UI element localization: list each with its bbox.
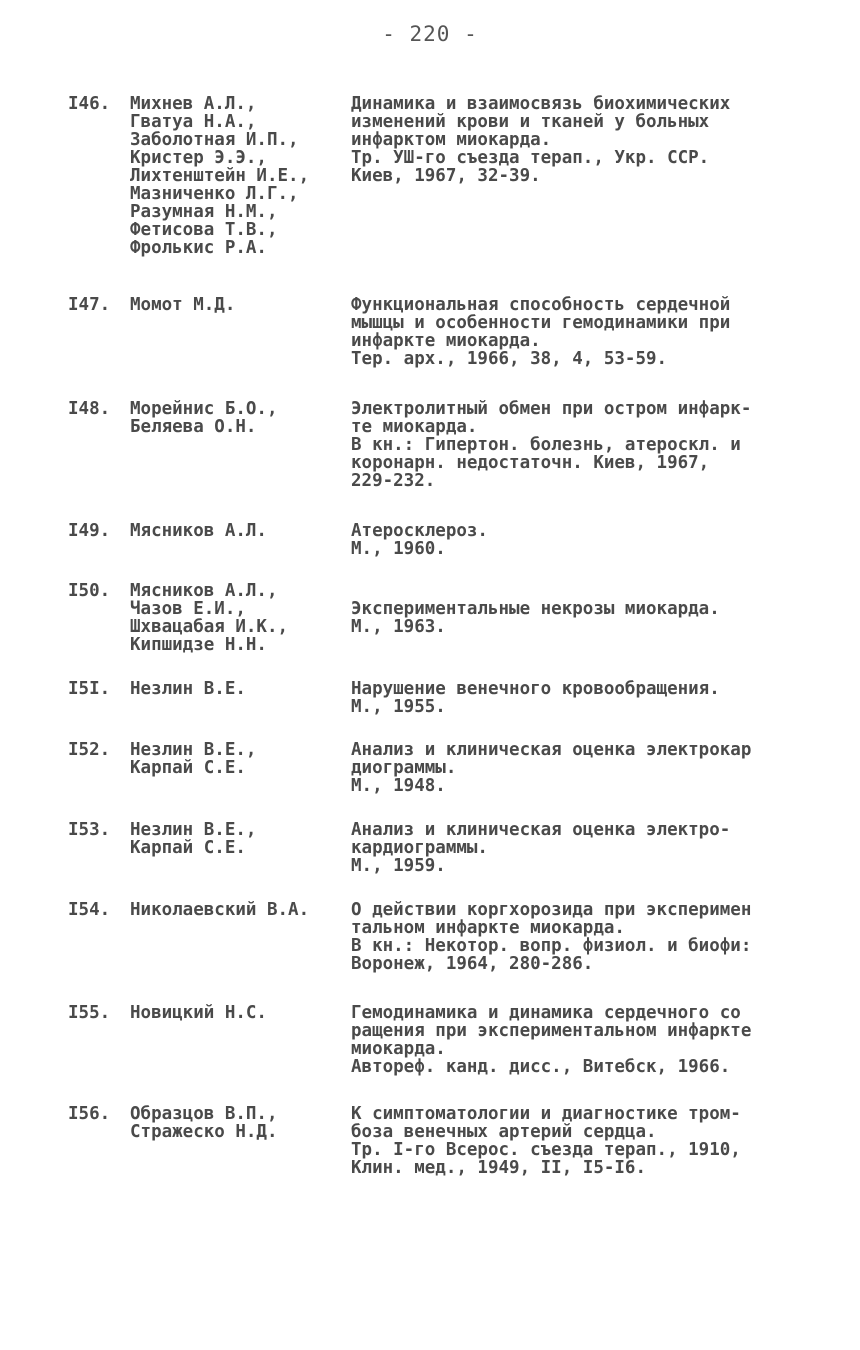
- author-line: Шхвацабая И.К.,: [130, 617, 289, 637]
- reference-line: Нарушение венечного кровообращения.: [351, 680, 720, 699]
- entry-number: I46.: [68, 94, 111, 114]
- entry-reference: [351, 95, 811, 185]
- reference-line: инфарктом миокарда.: [351, 130, 552, 150]
- author-line: Момот М.Д.: [130, 295, 236, 315]
- reference-line: М., 1960.: [351, 539, 446, 558]
- reference-line: Киев, 1967, 32-39.: [351, 166, 541, 185]
- author-line: Незлин В.Е.: [130, 679, 246, 699]
- entry-reference: [351, 901, 811, 973]
- reference-line: 229-232.: [351, 471, 436, 490]
- entry-number: I49.: [68, 521, 111, 541]
- reference-line: Автореф. канд. дисс., Витебск, 1966.: [351, 1057, 731, 1076]
- entry-reference: [351, 522, 811, 558]
- reference-line: изменений крови и тканей у больных: [351, 112, 710, 132]
- entry-authors: [130, 400, 360, 436]
- entry-number: I5I.: [68, 679, 111, 699]
- reference-line: Анализ и клиническая оценка электрокар: [351, 741, 752, 760]
- reference-line: О действии коргхорозида при эксперимен: [351, 901, 752, 920]
- entry-authors: [130, 582, 360, 654]
- reference-line: К симптоматологии и диагностике тром-: [351, 1105, 741, 1124]
- author-line: Мясников А.Л.,: [130, 581, 278, 601]
- entry-reference: [351, 1004, 811, 1076]
- entry-number: I55.: [68, 1003, 111, 1023]
- entry-authors: [130, 296, 360, 314]
- reference-line: коронарн. недостаточн. Киев, 1967,: [351, 453, 710, 473]
- author-line: Кипшидзе Н.Н.: [130, 635, 267, 655]
- reference-line: инфаркте миокарда.: [351, 331, 541, 351]
- reference-line: Тр. УШ-го съезда терап., Укр. ССР.: [351, 148, 710, 168]
- author-line: Мазниченко Л.Г.,: [130, 184, 299, 204]
- reference-line: тальном инфаркте миокарда.: [351, 918, 625, 938]
- entry-reference: [351, 400, 811, 490]
- entry-authors: [130, 821, 360, 857]
- entry-number: I56.: [68, 1104, 111, 1124]
- reference-line: М., 1959.: [351, 856, 446, 875]
- entry-reference: [351, 741, 811, 795]
- reference-line: боза венечных артерий сердца.: [351, 1122, 657, 1142]
- author-line: Николаевский В.А.: [130, 900, 310, 920]
- reference-line: диограммы.: [351, 758, 457, 778]
- entry-number: I47.: [68, 295, 111, 315]
- author-line: Карпай С.Е.: [130, 758, 246, 778]
- reference-line: те миокарда.: [351, 417, 478, 437]
- reference-line: Анализ и клиническая оценка электро-: [351, 821, 731, 840]
- reference-line: Экспериментальные некрозы миокарда.: [351, 599, 720, 619]
- reference-line: Гемодинамика и динамика сердечного со: [351, 1004, 741, 1023]
- reference-line: миокарда.: [351, 1039, 446, 1059]
- entry-authors: [130, 1004, 360, 1022]
- entry-number: I50.: [68, 581, 111, 601]
- entry-reference: [351, 680, 811, 716]
- reference-line: Тр. I-го Всерос. съезда терап., 1910,: [351, 1140, 741, 1160]
- entry-reference: [351, 296, 811, 368]
- author-line: Фролькис Р.А.: [130, 238, 267, 258]
- reference-line: М., 1963.: [351, 617, 446, 636]
- page-number: - 220 -: [382, 22, 478, 46]
- author-line: Михнев А.Л.,: [130, 94, 257, 114]
- reference-line: М., 1955.: [351, 697, 446, 716]
- author-line: Фетисова Т.В.,: [130, 220, 278, 240]
- author-line: Мясников А.Л.: [130, 521, 267, 541]
- entry-reference: [351, 582, 811, 636]
- author-line: Заболотная И.П.,: [130, 130, 299, 150]
- entry-number: I48.: [68, 399, 111, 419]
- reference-line: мышцы и особенности гемодинамики при: [351, 313, 731, 333]
- entry-authors: [130, 522, 360, 540]
- author-line: Лихтенштейн И.Е.,: [130, 166, 310, 186]
- entry-number: I54.: [68, 900, 111, 920]
- entry-number: I52.: [68, 740, 111, 760]
- reference-line: Атеросклероз.: [351, 522, 488, 541]
- reference-line: ращения при экспериментальном инфаркте: [351, 1021, 752, 1041]
- reference-line: М., 1948.: [351, 776, 446, 795]
- author-line: Незлин В.Е.,: [130, 740, 257, 760]
- entry-reference: [351, 1105, 811, 1177]
- author-line: Беляева О.Н.: [130, 417, 257, 437]
- entry-number: I53.: [68, 820, 111, 840]
- reference-line: В кн.: Некотор. вопр. физиол. и биофи:: [351, 936, 752, 956]
- reference-line: Динамика и взаимосвязь биохимических: [351, 95, 731, 114]
- reference-line: Электролитный обмен при остром инфарк-: [351, 400, 752, 419]
- author-line: Карпай С.Е.: [130, 838, 246, 858]
- entry-authors: [130, 901, 360, 919]
- entry-authors: [130, 1105, 360, 1141]
- author-line: Разумная Н.М.,: [130, 202, 278, 222]
- reference-line: кардиограммы.: [351, 838, 488, 858]
- author-line: Кристер Э.Э.,: [130, 148, 267, 168]
- reference-line: В кн.: Гипертон. болезнь, атероскл. и: [351, 435, 741, 455]
- author-line: Стражеско Н.Д.: [130, 1122, 278, 1142]
- entry-authors: [130, 95, 360, 257]
- author-line: Чазов Е.И.,: [130, 599, 246, 619]
- entry-authors: [130, 741, 360, 777]
- reference-line: [351, 582, 811, 600]
- entry-reference: [351, 821, 811, 875]
- author-line: Гватуа Н.А.,: [130, 112, 257, 132]
- reference-line: Воронеж, 1964, 280-286.: [351, 954, 594, 973]
- reference-line: Тер. арх., 1966, 38, 4, 53-59.: [351, 349, 668, 368]
- reference-line: Функциональная способность сердечной: [351, 296, 731, 315]
- author-line: Новицкий Н.С.: [130, 1003, 267, 1023]
- author-line: Морейнис Б.О.,: [130, 399, 278, 419]
- reference-line: Клин. мед., 1949, II, I5-I6.: [351, 1158, 647, 1177]
- author-line: Незлин В.Е.,: [130, 820, 257, 840]
- author-line: Образцов В.П.,: [130, 1104, 278, 1124]
- entry-authors: [130, 680, 360, 698]
